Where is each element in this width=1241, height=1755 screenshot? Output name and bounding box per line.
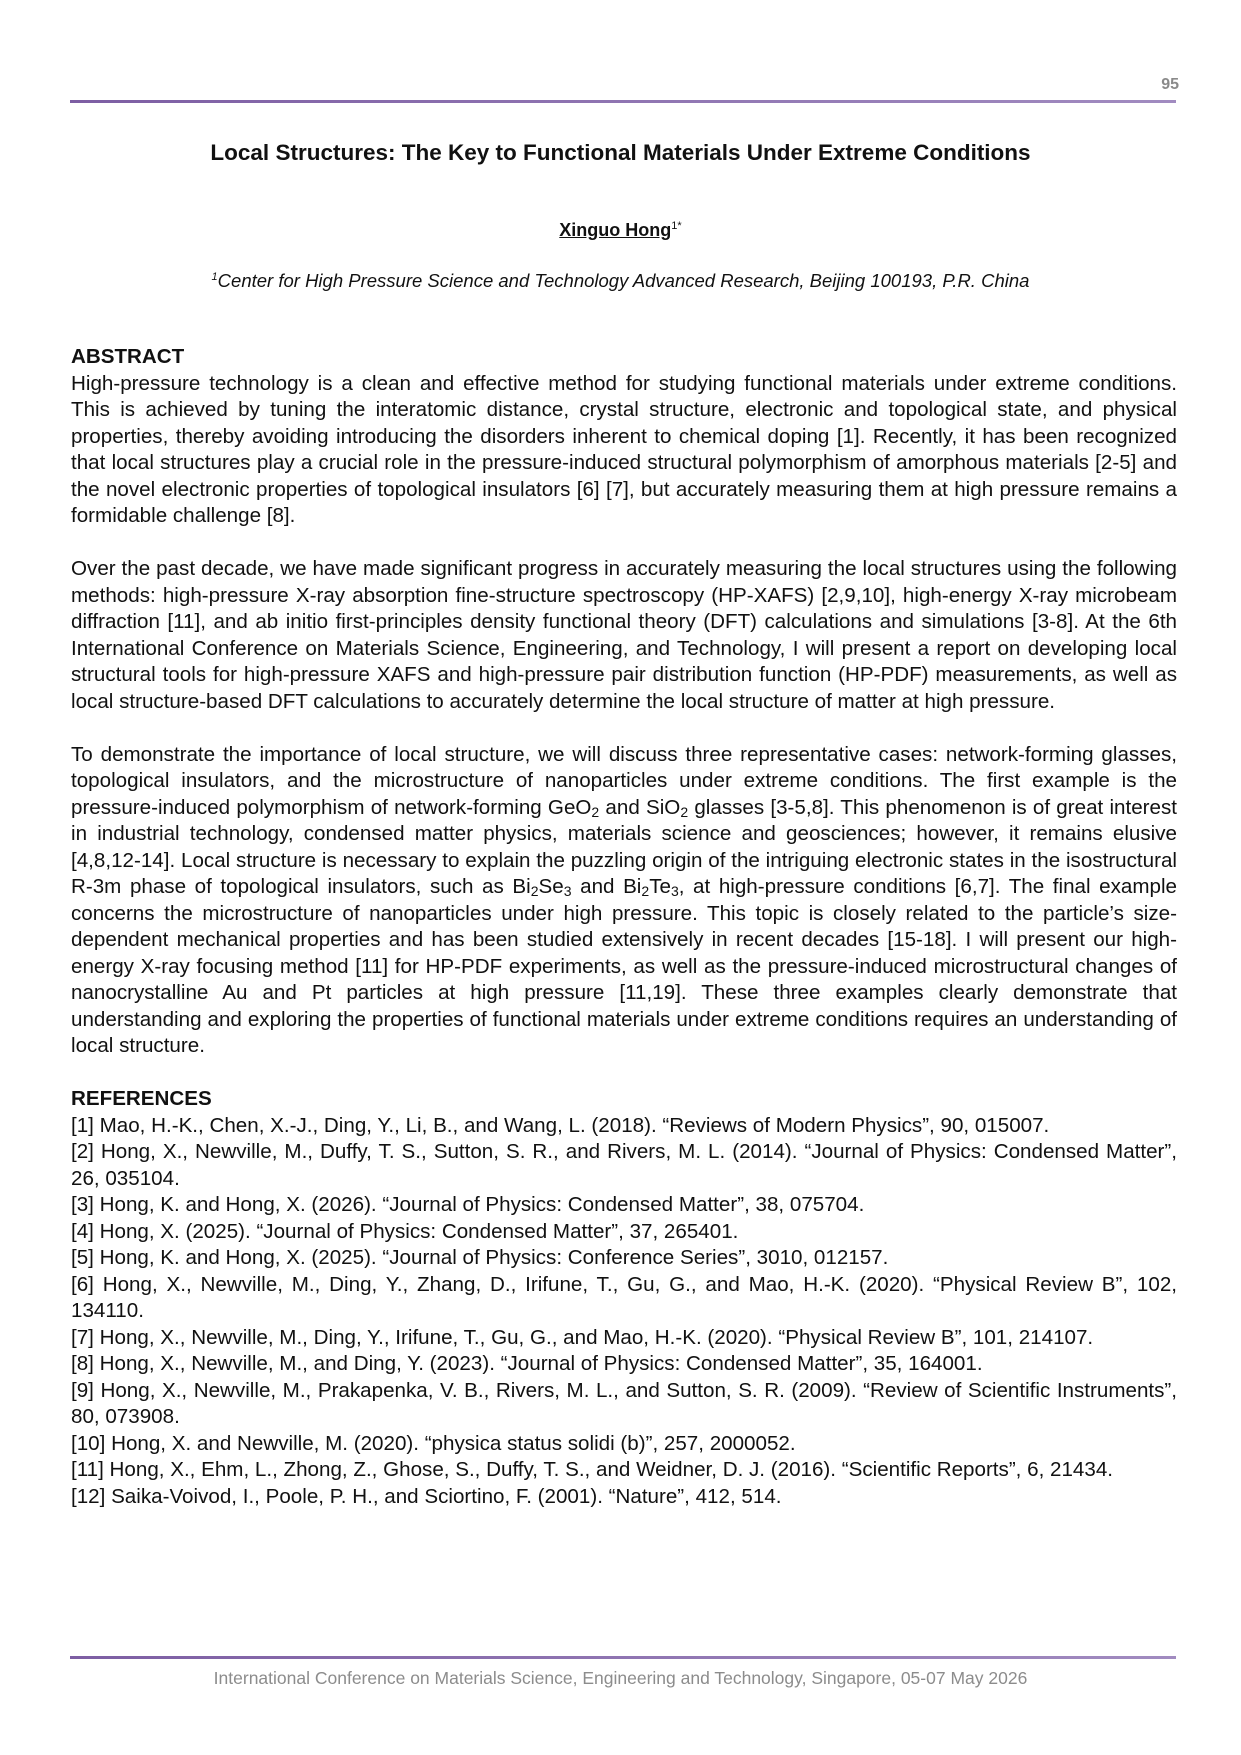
author-name: Xinguo Hong bbox=[559, 220, 672, 240]
abstract-paragraph-3 bbox=[71, 742, 1177, 1060]
subscript: 2 bbox=[591, 803, 600, 820]
reference-item: [10] Hong, X. and Newville, M. (2020). “physica status solidi (b)”, 257, 2000052. bbox=[71, 1431, 796, 1455]
p3-text-b: and SiO bbox=[599, 795, 681, 819]
abstract-paragraph-1: High-pressure technology is a clean and effective method for studying functional materials under extreme conditions. This is achieved by tuning the interatomic distance, crystal structure, electronic and topological state, and physical properties, thereby avoiding introducing the disorders inherent to chemical doping [1]. Recently, it has been recognized that local structures play a crucial role in the pressure-induced structural polymorphism of amorphous materials [2-5] and the novel electronic properties of topological insulators [6] [7], but accurately measuring them at high pressure remains a formidable challenge [8]. bbox=[71, 371, 1177, 527]
reference-item: [5] Hong, K. and Hong, X. (2025). “Journal of Physics: Conference Series”, 3010, 012157. bbox=[71, 1246, 889, 1269]
p3-text-f: Te bbox=[649, 875, 671, 898]
subscript: 3 bbox=[670, 883, 679, 899]
footer-text: International Conference on Materials Science, Engineering and Technology, Singapore, 05-07 May 2026 bbox=[213, 1668, 1028, 1688]
affiliation-marker: 1 bbox=[211, 270, 218, 283]
subscript: 2 bbox=[530, 883, 539, 899]
reference-item: [8] Hong, X., Newville, M., and Ding, Y. (2023). “Journal of Physics: Condensed Matter”, 35, 164001. bbox=[71, 1352, 983, 1375]
paper-title: Local Structures: The Key to Functional Materials Under Extreme Conditions bbox=[210, 140, 1031, 165]
p3-text-g: , at high-pressure conditions [6,7]. The final example concerns the microstructure of nanoparticles under high pressure. This topic is closely related to the particle’s size-dependent mechanical properties and has been studied extensively in recent decades [15-18]. I will present our high-energy X-ray focusing method [11] for HP-PDF experiments, as well as the pressure-induced microstructural changes of nanocrystalline Au and Pt particles at high pressure [11,19]. These three examples clearly demonstrate that understanding and exploring the properties of functional materials under extreme conditions requires an understanding of local structure. bbox=[71, 875, 1178, 1057]
reference-item: [2] Hong, X., Newville, M., Duffy, T. S., Sutton, S. R., and Rivers, M. L. (2014). “Journal of Physics: Condensed Matter”, 26, 035104. bbox=[71, 1140, 1177, 1190]
page-number: 95 bbox=[1161, 76, 1179, 93]
abstract-paragraph-2: Over the past decade, we have made significant progress in accurately measuring the local structures using the following methods: high-pressure X-ray absorption fine-structure spectroscopy (HP-XAFS) [2,9,10], high-energy X-ray microbeam diffraction [11], and ab initio first-principles density functional theory (DFT) calculations and simulations [3-8]. At the 6th International Conference on Materials Science, Engineering, and Technology, I will present a report on developing local structural tools for high-pressure XAFS and high-pressure pair distribution function (HP-PDF) measurements, as well as local structure-based DFT calculations to accurately determine the local structure of matter at high pressure. bbox=[71, 557, 1177, 713]
footer-divider bbox=[70, 1656, 1176, 1659]
affiliation-text: Center for High Pressure Science and Technology Advanced Research, Beijing 100193, P.R. China bbox=[217, 270, 1030, 291]
author-marker: 1* bbox=[671, 220, 682, 232]
abstract-heading: ABSTRACT bbox=[71, 345, 185, 368]
reference-item: [12] Saika-Voivod, I., Poole, P. H., and Sciortino, F. (2001). “Nature”, 412, 514. bbox=[71, 1484, 782, 1508]
references-heading: REFERENCES bbox=[71, 1087, 212, 1110]
reference-list bbox=[71, 1113, 1177, 1511]
reference-item: [11] Hong, X., Ehm, L., Zhong, Z., Ghose, S., Duffy, T. S., and Weidner, D. J. (2016). “Scientific Reports”, 6, 21434. bbox=[71, 1458, 1114, 1481]
subscript: 3 bbox=[563, 883, 572, 899]
p3-text-e: and Bi bbox=[571, 875, 642, 898]
header-divider bbox=[70, 100, 1176, 103]
paper-body bbox=[71, 344, 1177, 1510]
subscript: 2 bbox=[641, 883, 650, 899]
reference-item: [1] Mao, H.-K., Chen, X.-J., Ding, Y., Li, B., and Wang, L. (2018). “Reviews of Modern Physics”, 90, 015007. bbox=[71, 1113, 1050, 1137]
reference-item: [9] Hong, X., Newville, M., Prakapenka, V. B., Rivers, M. L., and Sutton, S. R. (2009). “Review of Scientific Instruments”, 80, 073908. bbox=[71, 1378, 1177, 1428]
reference-item: [6] Hong, X., Newville, M., Ding, Y., Zhang, D., Irifune, T., Gu, G., and Mao, H.-K. (2020). “Physical Review B”, 102, 134110. bbox=[71, 1272, 1177, 1322]
reference-item: [7] Hong, X., Newville, M., Ding, Y., Irifune, T., Gu, G., and Mao, H.-K. (2020). “Physical Review B”, 101, 214107. bbox=[71, 1325, 1094, 1349]
subscript: 2 bbox=[680, 803, 689, 820]
affiliation bbox=[0, 270, 1241, 292]
p3-text-a: To demonstrate the importance of local structure, we will discuss three representative cases: network-forming glasses, topological insulators, and the microstructure of nanoparticles under extreme conditions. The first example is the pressure-induced polymorphism of network-forming GeO bbox=[71, 742, 1177, 819]
p3-text-c: glasses [3-5,8]. This phenomenon is of great interest in industrial technology, condensed matter physics, materials science and geosciences; however, it remains elusive [4,8,12-14]. Local structure is necessary to explain the puzzling origin of the intriguing electronic states in the isostructural R-3m phase of topological insulators, such as Bi bbox=[71, 795, 1177, 898]
reference-item: [4] Hong, X. (2025). “Journal of Physics: Condensed Matter”, 37, 265401. bbox=[71, 1219, 739, 1243]
reference-item: [3] Hong, K. and Hong, X. (2026). “Journal of Physics: Condensed Matter”, 38, 075704. bbox=[71, 1193, 865, 1216]
author-line bbox=[0, 220, 1241, 241]
p3-text-d: Se bbox=[538, 875, 564, 898]
